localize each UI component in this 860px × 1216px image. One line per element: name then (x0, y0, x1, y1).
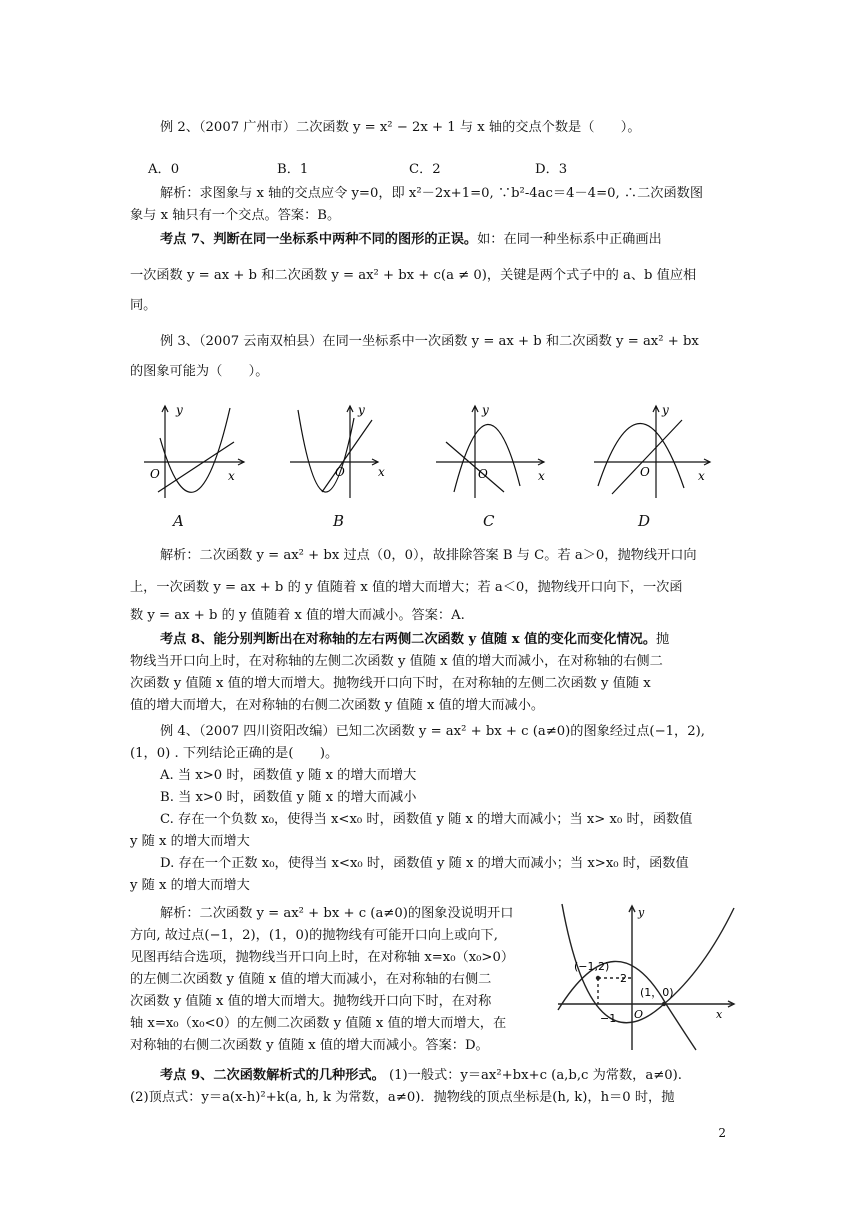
kp8-title-tail: 抛 (656, 632, 670, 647)
point-neg1-2 (596, 976, 600, 980)
ex4-fig-point1-label: (−1,2) (574, 960, 610, 973)
kp9-text1: (1)一般式：y＝ax²+bx+c (a,b,c 为常数，a≠0). (388, 1068, 682, 1083)
ex2-option-c: C．2 (409, 162, 441, 177)
kp7-title: 考点 7、判断在同一坐标系中两种不同的图形的正误。 (160, 232, 478, 247)
ex3-question-line2: 的图象可能为（ ）。 (130, 364, 269, 379)
ex4-analysis-line3: 见图再结合选项，抛物线当开口向上时，在对称轴 x=x₀（x₀>0） (130, 950, 515, 965)
graph-c-origin: O (478, 467, 488, 481)
ex4-option-d-line1: D. 存在一个正数 x₀，使得当 x<x₀ 时，函数值 y 随 x 的增大而减小；当 x>x₀ 时，函数值 (160, 856, 689, 871)
ex4-analysis-line7: 对称轴的右侧二次函数 y 值随 x 值的增大而减小。答案：D。 (130, 1038, 489, 1053)
ex4-fig-y-label: y (638, 906, 645, 919)
kp8-line2: 物线当开口向上时，在对称轴的左侧二次函数 y 值随 x 值的增大而减小，在对称轴的右侧二 (130, 654, 663, 669)
ex4-option-c-line1: C. 存在一个负数 x₀，使得当 x<x₀ 时，函数值 y 随 x 的增大而减小；当 x> x₀ 时，函数值 (160, 812, 693, 827)
ex2-analysis-line1: 解析：求图象与 x 轴的交点应令 y=0，即 x²－2x+1=0, ∵b²-4ac＝4－4=0, ∴二次函数图 (160, 186, 704, 201)
graph-c-x-label: x (538, 469, 545, 483)
point-1-0 (662, 1002, 666, 1006)
ex4-analysis-line6: 轴 x=x₀（x₀<0）的左侧二次函数 y 值随 x 值的增大而增大，在 (130, 1016, 507, 1031)
ex4-question-line2: (1，0) . 下列结论正确的是( )。 (130, 746, 339, 761)
graph-d-y-label: y (662, 403, 669, 417)
ex3-analysis-line3: 数 y = ax + b 的 y 值随着 x 值的增大而减小。答案：A. (130, 608, 465, 623)
ex3-analysis-line2: 上，一次函数 y = ax + b 的 y 值随着 x 值的增大而增大；若 a＜0，抛物线开口向下，一次函 (130, 580, 683, 595)
kp9-line2: (2)顶点式：y＝a(x-h)²+k(a, h, k 为常数，a≠0)．抛物线的顶点坐标是(h, k)，h＝0 时，抛 (130, 1090, 675, 1105)
graph-label-b: B (333, 512, 345, 530)
graph-a-x-label: x (228, 469, 235, 483)
ex4-analysis-line5: 次函数 y 值随 x 值的增大而增大。抛物线开口向下时，在对称 (130, 994, 492, 1009)
ex3-analysis-line1: 解析：二次函数 y = ax² + bx 过点（0，0），故排除答案 B 与 C。若 a＞0，抛物线开口向 (160, 548, 697, 563)
graph-a-y-label: y (176, 403, 183, 417)
ex2-option-b: B．1 (277, 162, 309, 177)
ex4-fig-point2-label: (1，0) (640, 986, 674, 999)
ex4-parabola-figure (556, 900, 742, 1052)
ex2-question: 例 2、（2007 广州市）二次函数 y = x² − 2x + 1 与 x 轴的交点个数是（ ）。 (160, 120, 641, 135)
ex2-option-d: D．3 (535, 162, 568, 177)
graph-label-c: C (483, 512, 495, 530)
kp9-line1 (160, 1066, 682, 1086)
ex4-option-a: A. 当 x>0 时，函数值 y 随 x 的增大而增大 (160, 768, 417, 783)
kp9-title: 考点 9、二次函数解析式的几种形式。 (160, 1068, 385, 1083)
ex4-fig-x-label: x (716, 1008, 723, 1021)
graph-a-origin: O (150, 467, 160, 481)
kp8-line3: 次函数 y 值随 x 值的增大而增大。抛物线开口向下时，在对称轴的左侧二次函数 y 值随 x (130, 676, 651, 691)
graph-d (590, 400, 718, 500)
kp8-title: 考点 8、能分别判断出在对称轴的左右两侧二次函数 y 值随 x 值的变化而变化情况。 (160, 632, 657, 647)
graph-label-a: A (173, 512, 184, 530)
graph-b-origin: O (335, 465, 345, 479)
kp7-line1 (160, 230, 662, 250)
graph-c-y-label: y (482, 403, 489, 417)
kp8-line1 (160, 630, 669, 650)
page-number: 2 (718, 1126, 726, 1140)
ex2-option-a: A．0 (148, 162, 180, 177)
ex4-fig-neg1-label: −1 (600, 1012, 617, 1025)
graph-c (432, 400, 550, 500)
graph-label-d: D (638, 512, 651, 530)
graph-d-x-label: x (698, 469, 705, 483)
graph-a (140, 400, 248, 500)
ex4-option-d-line2: y 随 x 的增大而增大 (130, 878, 250, 893)
ex4-analysis-line4: 的左侧二次函数 y 值随 x 值的增大而减小，在对称轴的右侧二 (130, 972, 492, 987)
ex3-question-line1: 例 3、（2007 云南双柏县）在同一坐标系中一次函数 y = ax + b 和二次函数 y = ax² + bx (160, 334, 699, 349)
ex4-fig-origin: O (634, 1008, 644, 1021)
ex4-analysis-line2: 方向, 故过点(−1，2)，(1，0)的抛物线有可能开口向上或向下, (130, 928, 498, 943)
graph-d-origin: O (640, 465, 650, 479)
graph-b-y-label: y (358, 403, 365, 417)
ex4-fig-two-label: 2 (620, 972, 627, 985)
ex4-analysis-line1: 解析：二次函数 y = ax² + bx + c (a≠0)的图象没说明开口 (160, 906, 514, 921)
kp7-line3: 同。 (130, 298, 157, 313)
ex4-question-line1: 例 4、（2007 四川资阳改编）已知二次函数 y = ax² + bx + c (a≠0)的图象经过点(−1，2), (160, 724, 705, 739)
ex2-analysis-line2: 象与 x 轴只有一个交点。答案：B。 (130, 208, 341, 223)
ex4-option-c-line2: y 随 x 的增大而增大 (130, 834, 250, 849)
ex4-option-b: B. 当 x>0 时，函数值 y 随 x 的增大而减小 (160, 790, 417, 805)
kp7-text1: 如：在同一种坐标系中正确画出 (477, 232, 662, 247)
kp7-line2: 一次函数 y = ax + b 和二次函数 y = ax² + bx + c(a ≠ 0)，关键是两个式子中的 a、b 值应相 (130, 268, 697, 283)
graph-b-x-label: x (378, 465, 385, 479)
graph-b (288, 400, 388, 500)
kp8-line4: 值的增大而增大，在对称轴的右侧二次函数 y 值随 x 值的增大而减小。 (130, 698, 545, 713)
